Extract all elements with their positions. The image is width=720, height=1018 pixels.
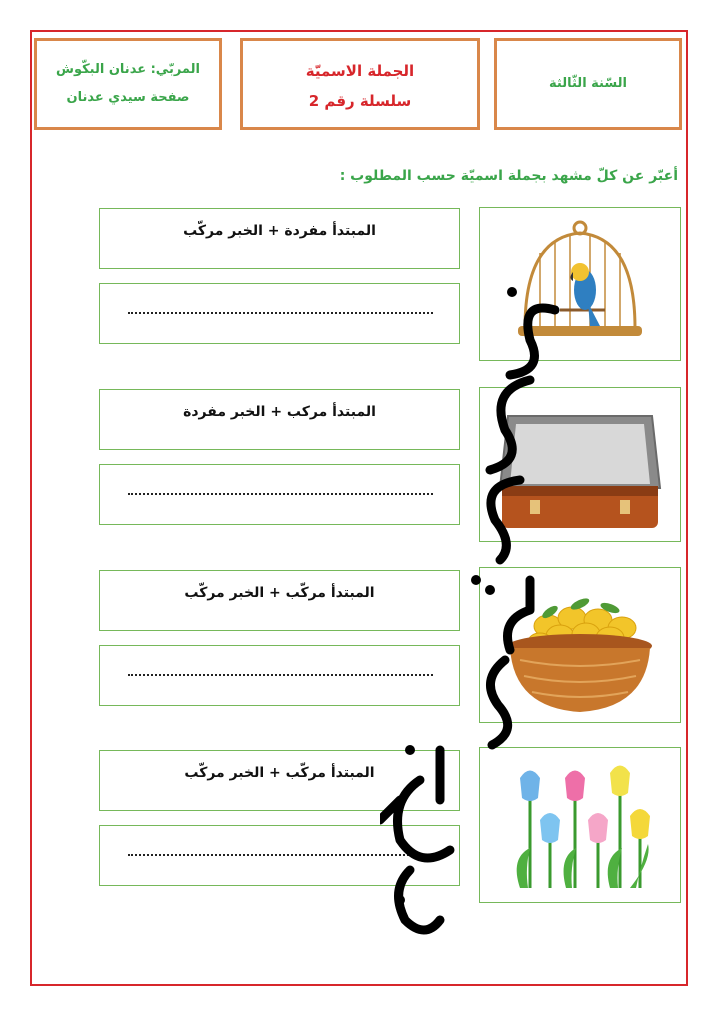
exercise-3-prompt-box <box>99 570 460 631</box>
tulips-icon <box>480 748 680 902</box>
exercise-4-prompt: المبتدأ مركّب + الخبر مركّب <box>184 764 375 781</box>
exercise-2-answer-box[interactable] <box>99 464 460 525</box>
exercise-4-answer-box[interactable] <box>99 825 460 886</box>
header-teacher-box <box>34 38 222 130</box>
series-number: سلسلة رقم 2 <box>308 92 412 110</box>
exercise-1-image-box <box>479 207 681 361</box>
exercise-1-prompt-box <box>99 208 460 269</box>
grade-level: السّنة الثّالثة <box>549 76 627 92</box>
teacher-page-name: صفحة سيدي عدنان <box>66 90 190 105</box>
exercise-3-answer-box[interactable] <box>99 645 460 706</box>
exercise-2-prompt-box <box>99 389 460 450</box>
header-title-box <box>240 38 480 130</box>
basket-of-lemons-icon <box>480 568 680 722</box>
exercise-3-answer-line[interactable] <box>128 674 433 676</box>
parrot-in-cage-icon <box>480 208 680 360</box>
exercise-4-answer-line[interactable] <box>128 854 433 856</box>
exercise-4-image-box <box>479 747 681 903</box>
exercise-2-prompt: المبتدأ مركب + الخبر مفردة <box>183 403 376 420</box>
exercise-1-answer-line[interactable] <box>128 312 433 314</box>
teacher-name: المربّي: عدنان البكّوش <box>56 62 200 78</box>
header-grade-box <box>494 38 682 130</box>
exercise-2-answer-line[interactable] <box>128 493 433 495</box>
open-suitcase-icon <box>480 388 680 541</box>
exercise-1-prompt: المبتدأ مفردة + الخبر مركّب <box>183 222 376 239</box>
worksheet-title: الجملة الاسميّة <box>305 62 415 80</box>
exercise-4-prompt-box <box>99 750 460 811</box>
exercise-3-prompt: المبتدأ مركّب + الخبر مركّب <box>184 584 375 601</box>
exercise-1-answer-box[interactable] <box>99 283 460 344</box>
exercise-2-image-box <box>479 387 681 542</box>
instruction-text: أعبّر عن كلّ مشهد بجملة اسميّة حسب المطلوب : <box>339 168 678 184</box>
exercise-3-image-box <box>479 567 681 723</box>
